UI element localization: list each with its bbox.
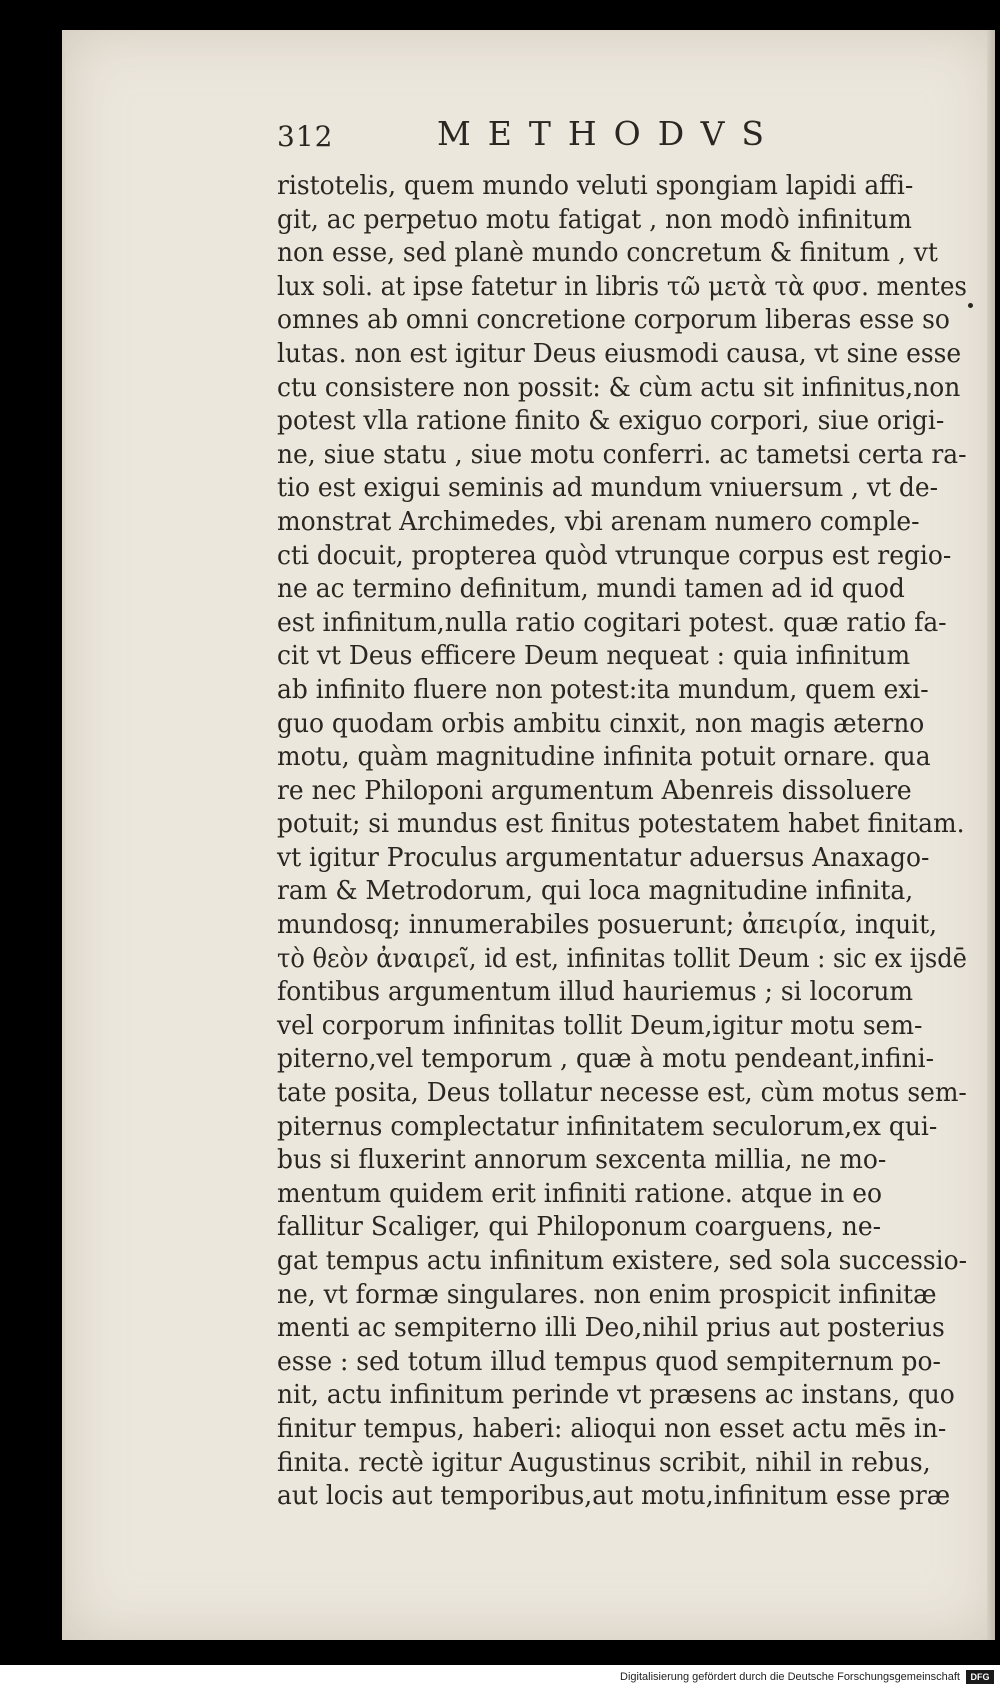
text-line: guo quodam orbis ambitu cinxit, non magis æterno	[277, 708, 925, 739]
margin-mark	[968, 303, 973, 308]
text-line: piterno,vel temporum , quæ à motu pendeant,infini-	[277, 1044, 935, 1075]
text-line: tate posita, Deus tollatur necesse est, cùm motus sem-	[277, 1078, 967, 1109]
text-line: piternus complectatur infinitatem seculorum,ex qui-	[277, 1111, 938, 1142]
text-line: ram & Metrodorum, qui loca magnitudine infinita,	[277, 876, 914, 907]
text-line: potest vlla ratione finito & exiguo corpori, siue origi-	[277, 406, 945, 437]
footer-bar	[0, 1665, 1000, 1693]
text-line: motu, quàm magnitudine infinita potuit ornare. qua	[277, 742, 931, 773]
text-line: fallitur Scaliger, qui Philoponum coarguens, ne-	[277, 1212, 881, 1243]
running-title: METHODVS	[437, 114, 782, 153]
text-line: mundosq; innumerabiles posuerunt; ἀπειρία, inquit,	[277, 910, 938, 941]
text-line: monstrat Archimedes, vbi arenam numero comple-	[277, 506, 920, 537]
text-line: bus si fluxerint annorum sexcenta millia, ne mo-	[277, 1145, 887, 1176]
book-page	[62, 30, 995, 1640]
text-line: git, ac perpetuo motu fatigat , non modò infinitum	[277, 204, 912, 235]
text-line: ab infinito fluere non potest:ita mundum, quem exi-	[277, 674, 929, 705]
text-line: lutas. non est igitur Deus eiusmodi causa, vt sine esse	[277, 338, 962, 369]
text-line: fontibus argumentum illud hauriemus ; si locorum	[277, 977, 914, 1008]
text-line: ctu consistere non possit: & cùm actu sit infinitus,non	[277, 372, 961, 403]
text-line: nit, actu infinitum perinde vt præsens ac instans, quo	[277, 1380, 955, 1411]
text-line: aut locis aut temporibus,aut motu,infinitum esse præ	[277, 1481, 951, 1512]
dfg-logo-icon: DFG	[966, 1670, 994, 1684]
text-line: mentum quidem erit infiniti ratione. atque in eo	[277, 1178, 882, 1209]
text-line: tio est exigui seminis ad mundum vniuersum , vt de-	[277, 473, 939, 504]
text-line: cti docuit, propterea quòd vtrunque corpus est regio-	[277, 540, 952, 571]
text-line: vt igitur Proculus argumentatur aduersus Anaxago-	[277, 842, 930, 873]
text-line: lux soli. at ipse fatetur in libris τῶ μετὰ τὰ φυσ. mentes	[277, 271, 967, 302]
text-line: re nec Philoponi argumentum Abenreis dissoluere	[277, 775, 912, 806]
page-number: 312	[277, 120, 334, 153]
text-line: potuit; si mundus est finitus potestatem habet finitam.	[277, 809, 965, 840]
text-line: vel corporum infinitas tollit Deum,igitur motu sem-	[277, 1010, 923, 1041]
text-line: ne, siue statu , siue motu conferri. ac tametsi certa ra-	[277, 439, 967, 470]
text-line: ne ac termino definitum, mundi tamen ad id quod	[277, 574, 905, 605]
text-line: finitur tempus, haberi: alioqui non esset actu mēs in-	[277, 1413, 947, 1444]
text-line: menti ac sempiterno illi Deo,nihil prius aut posterius	[277, 1313, 945, 1344]
text-line: est infinitum,nulla ratio cogitari potest. quæ ratio fa-	[277, 607, 947, 638]
text-line: non esse, sed planè mundo concretum & finitum , vt	[277, 238, 938, 269]
text-line: cit vt Deus efficere Deum nequeat : quia infinitum	[277, 641, 911, 672]
body-text	[277, 170, 997, 1514]
text-line: ristotelis, quem mundo veluti spongiam lapidi affi-	[277, 171, 914, 201]
text-line: gat tempus actu infinitum existere, sed sola successio-	[277, 1246, 968, 1276]
text-line: esse : sed totum illud tempus quod sempiternum po-	[277, 1346, 941, 1377]
text-line: finita. rectè igitur Augustinus scribit, nihil in rebus,	[277, 1447, 931, 1478]
text-line: τὸ θεὸν ἀναιρεῖ, id est, infinitas tollit Deum : sic ex ijsdē	[277, 943, 967, 974]
text-line: omnes ab omni concretione corporum liberas esse so	[277, 305, 950, 336]
running-head	[277, 114, 877, 158]
text-line: ne, vt formæ singulares. non enim prospicit infinitæ	[277, 1279, 937, 1310]
funding-credit: Digitalisierung gefördert durch die Deutsche Forschungsgemeinschaft	[620, 1671, 960, 1683]
